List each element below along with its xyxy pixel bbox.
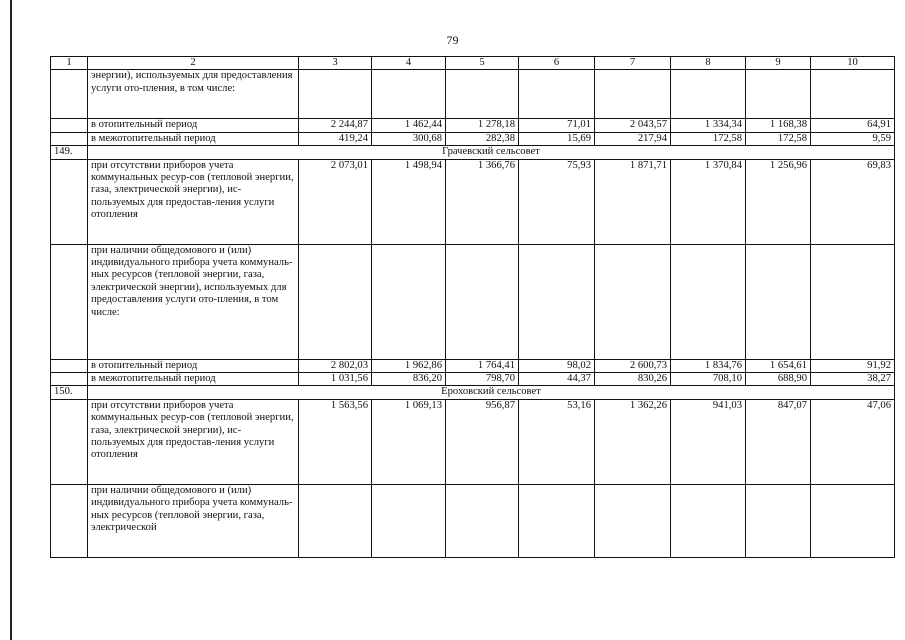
value-cell: 1 256,96: [746, 159, 811, 244]
table-row: [51, 70, 895, 119]
value-cell: 1 764,41: [446, 359, 519, 372]
value-cell: [746, 244, 811, 359]
value-cell: [595, 484, 671, 557]
row-label: в отопительный период: [88, 119, 299, 132]
row-number: [51, 159, 88, 244]
value-cell: 2 600,73: [595, 359, 671, 372]
row-number: [51, 119, 88, 132]
value-cell: 2 802,03: [299, 359, 372, 372]
value-cell: 830,26: [595, 373, 671, 386]
value-cell: 1 334,34: [671, 119, 746, 132]
value-cell: 282,38: [446, 132, 519, 145]
value-cell: [519, 244, 595, 359]
row-label: при наличии общедомового и (или) индивидуального прибора учета коммуналь-ных ресурсов (тепловой энергии, газа, электрической энергии), используемых для предоставления услуги ото-пления, в том числе:: [88, 244, 299, 359]
value-cell: 1 278,18: [446, 119, 519, 132]
row-number: [51, 484, 88, 557]
row-number: [51, 70, 88, 119]
value-cell: 217,94: [595, 132, 671, 145]
column-number-row: [51, 57, 895, 70]
value-cell: [671, 70, 746, 119]
section-row: [51, 146, 895, 159]
value-cell: 688,90: [746, 373, 811, 386]
value-cell: [595, 244, 671, 359]
table-row: [51, 132, 895, 145]
value-cell: 53,16: [519, 399, 595, 484]
row-label: при отсутствии приборов учета коммунальных ресур-сов (тепловой энергии, газа, электрической энергии), ис-пользуемых для предостав-ления услуги отопления: [88, 399, 299, 484]
value-cell: [746, 70, 811, 119]
table-row: [51, 484, 895, 557]
row-label: в межотопительный период: [88, 373, 299, 386]
table-row: [51, 159, 895, 244]
row-label: в межотопительный период: [88, 132, 299, 145]
value-cell: [595, 70, 671, 119]
value-cell: [671, 484, 746, 557]
value-cell: 847,07: [746, 399, 811, 484]
row-label: при наличии общедомового и (или) индивидуального прибора учета коммуналь-ных ресурсов (тепловой энергии, газа, электрической: [88, 484, 299, 557]
value-cell: [372, 484, 446, 557]
value-cell: [446, 484, 519, 557]
column-number: 2: [88, 57, 299, 70]
row-label: при отсутствии приборов учета коммунальных ресур-сов (тепловой энергии, газа, электрической энергии), ис-пользуемых для предостав-ления услуги отопления: [88, 159, 299, 244]
table-row: [51, 373, 895, 386]
value-cell: 1 871,71: [595, 159, 671, 244]
value-cell: [446, 70, 519, 119]
page-number: 79: [446, 33, 459, 47]
row-number: [51, 359, 88, 372]
value-cell: 2 244,87: [299, 119, 372, 132]
value-cell: 300,68: [372, 132, 446, 145]
value-cell: 9,59: [811, 132, 895, 145]
column-number: 4: [372, 57, 446, 70]
tariff-table: [50, 56, 895, 558]
table-row: [51, 119, 895, 132]
value-cell: 1 563,56: [299, 399, 372, 484]
value-cell: [519, 484, 595, 557]
row-number: [51, 132, 88, 145]
value-cell: 91,92: [811, 359, 895, 372]
column-number: 1: [51, 57, 88, 70]
value-cell: 1 168,38: [746, 119, 811, 132]
value-cell: 1 069,13: [372, 399, 446, 484]
value-cell: 2 043,57: [595, 119, 671, 132]
value-cell: 798,70: [446, 373, 519, 386]
value-cell: [811, 244, 895, 359]
value-cell: [446, 244, 519, 359]
value-cell: 1 962,86: [372, 359, 446, 372]
value-cell: [372, 70, 446, 119]
table-row: [51, 244, 895, 359]
value-cell: 172,58: [671, 132, 746, 145]
value-cell: 44,37: [519, 373, 595, 386]
value-cell: 1 362,26: [595, 399, 671, 484]
value-cell: [811, 484, 895, 557]
value-cell: [746, 484, 811, 557]
column-number: 10: [811, 57, 895, 70]
value-cell: [671, 244, 746, 359]
value-cell: 1 498,94: [372, 159, 446, 244]
value-cell: [299, 484, 372, 557]
value-cell: 1 370,84: [671, 159, 746, 244]
column-number: 3: [299, 57, 372, 70]
row-label: в отопительный период: [88, 359, 299, 372]
value-cell: 38,27: [811, 373, 895, 386]
value-cell: [299, 70, 372, 119]
column-number: 7: [595, 57, 671, 70]
row-number: [51, 373, 88, 386]
row-number: 149.: [51, 146, 88, 159]
table-row: [51, 399, 895, 484]
table-row: [51, 359, 895, 372]
value-cell: 64,91: [811, 119, 895, 132]
column-number: 5: [446, 57, 519, 70]
value-cell: 956,87: [446, 399, 519, 484]
section-title: Ероховский сельсовет: [88, 386, 895, 399]
value-cell: 98,02: [519, 359, 595, 372]
row-number: [51, 244, 88, 359]
value-cell: 75,93: [519, 159, 595, 244]
value-cell: 419,24: [299, 132, 372, 145]
value-cell: 836,20: [372, 373, 446, 386]
row-label: энергии), используемых для предоставления услуги ото-пления, в том числе:: [88, 70, 299, 119]
column-number: 8: [671, 57, 746, 70]
value-cell: 1 366,76: [446, 159, 519, 244]
section-row: [51, 386, 895, 399]
value-cell: 71,01: [519, 119, 595, 132]
value-cell: [811, 70, 895, 119]
value-cell: 1 654,61: [746, 359, 811, 372]
value-cell: 708,10: [671, 373, 746, 386]
value-cell: 1 031,56: [299, 373, 372, 386]
column-number: 9: [746, 57, 811, 70]
column-number: 6: [519, 57, 595, 70]
value-cell: [519, 70, 595, 119]
value-cell: [299, 244, 372, 359]
value-cell: 1 462,44: [372, 119, 446, 132]
value-cell: 15,69: [519, 132, 595, 145]
value-cell: 47,06: [811, 399, 895, 484]
value-cell: 2 073,01: [299, 159, 372, 244]
value-cell: 941,03: [671, 399, 746, 484]
scan-edge-line: [10, 0, 12, 640]
section-title: Грачевский сельсовет: [88, 146, 895, 159]
value-cell: [372, 244, 446, 359]
value-cell: 1 834,76: [671, 359, 746, 372]
row-number: [51, 399, 88, 484]
row-number: 150.: [51, 386, 88, 399]
value-cell: 69,83: [811, 159, 895, 244]
value-cell: 172,58: [746, 132, 811, 145]
